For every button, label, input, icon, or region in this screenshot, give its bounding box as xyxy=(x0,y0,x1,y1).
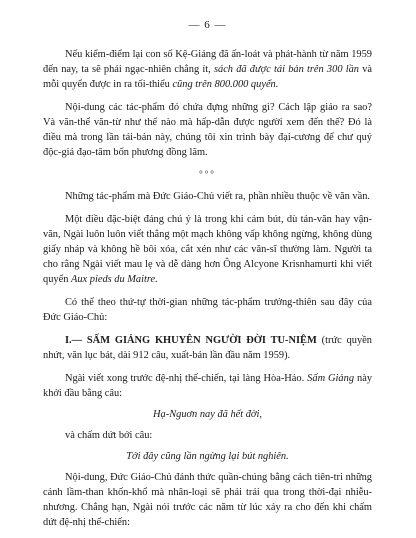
verse-opening-line: Hạ-Nguơn nay đã hết đời, xyxy=(153,409,262,420)
section-details: (trức quyền nhứt, văn lục bát, dài 912 câu, xuất-bản lần đầu năm 1959). xyxy=(43,335,372,361)
emphasis-reprints: sách đã được tái bản trên 300 lần xyxy=(213,64,359,75)
verse-closing-line: Tới đây cũng lần ngừng lại bút nghiên. xyxy=(126,451,289,462)
page-number: — 6 — xyxy=(188,19,227,31)
section-heading-1 xyxy=(43,333,372,363)
text-segment: này khởi đầu bằng câu: xyxy=(43,373,373,399)
emphasis-sam-giang: Sấm Giảng xyxy=(307,373,355,384)
text-segment: và mỗi quyển được in ra tối-thiểu xyxy=(43,64,373,90)
paragraph-content-question: Nội-dung các tác-phẩm đó chứa đựng những gì? Cách lập giáo ra sao? Và văn-thể văn-từ như thế nào mà hấp-dẫn được người xem đến thế? Đó là điều mà trong lần tái-bản này, chúng tôi xin trình bày đại-cương để chư quý độc-giả đạo-tâm bốn phương đồng lãm. xyxy=(43,102,372,158)
paragraph-origin xyxy=(43,371,372,401)
text-segment: Ngài viết xong trước đệ-nhị thế-chiến, tại làng Hòa-Hảo. xyxy=(65,373,308,384)
text-segment: Một điều đặc-biệt đáng chú ý là trong khi cảm bút, dù tản-văn hay vận-văn, Ngài luôn luôn viết thẳng một mạch không vấp không ngừng, không dùng giấy nháp và không hề bôi xóa, cắt xén như các văn-sĩ thường làm. Người ta cho rằng Ngài viết mau lẹ và dễ dàng hơn Ông Alcyone Krisnhamurti khi viết quyển xyxy=(43,214,372,285)
emphasis-copies: cũng trên 800.000 quyển. xyxy=(172,79,279,90)
paragraph-ending-intro: và chấm dứt bởi câu: xyxy=(65,430,153,441)
paragraph-reprint-count xyxy=(43,47,372,92)
paragraph-content-summary: Nội-dung, Đức Giáo-Chủ đánh thức quần-chúng bằng cách tiên-tri những cảnh lầm-than khốn-khổ mà nhân-loại sẽ phải trải qua trong thời-đại nhiễu-nhương. Chẳng hạn, Ngài nói trước các năm từ lúc xảy ra cho đến khi chấm dứt đệ-nhị thế-chiến: xyxy=(43,472,372,528)
paragraph-chronology-intro: Có thể theo thứ-tự thời-gian những tác-phẩm trưởng-thiên sau đây của Đức Giáo-Chủ: xyxy=(43,297,372,323)
text-segment: Nếu kiểm-điểm lại con số Kệ-Giảng đã ấn-loát và phát-hành từ năm 1959 đến nay, ta sẽ phải ngạc-nhiên chẳng ít, xyxy=(43,49,372,75)
section-title: I.— SẤM GIẢNG KHUYÊN NGƯỜI ĐỜI TU-NIỆM xyxy=(65,335,317,346)
paragraph-verse-works: Những tác-phẩm mà Đức Giáo-Chủ viết ra, phần nhiều thuộc về văn vần. xyxy=(65,191,370,202)
section-separator: °°° xyxy=(199,169,216,179)
paragraph-writing-style xyxy=(43,212,372,287)
emphasis-book-title: Aux pieds du Maitre. xyxy=(71,274,158,285)
